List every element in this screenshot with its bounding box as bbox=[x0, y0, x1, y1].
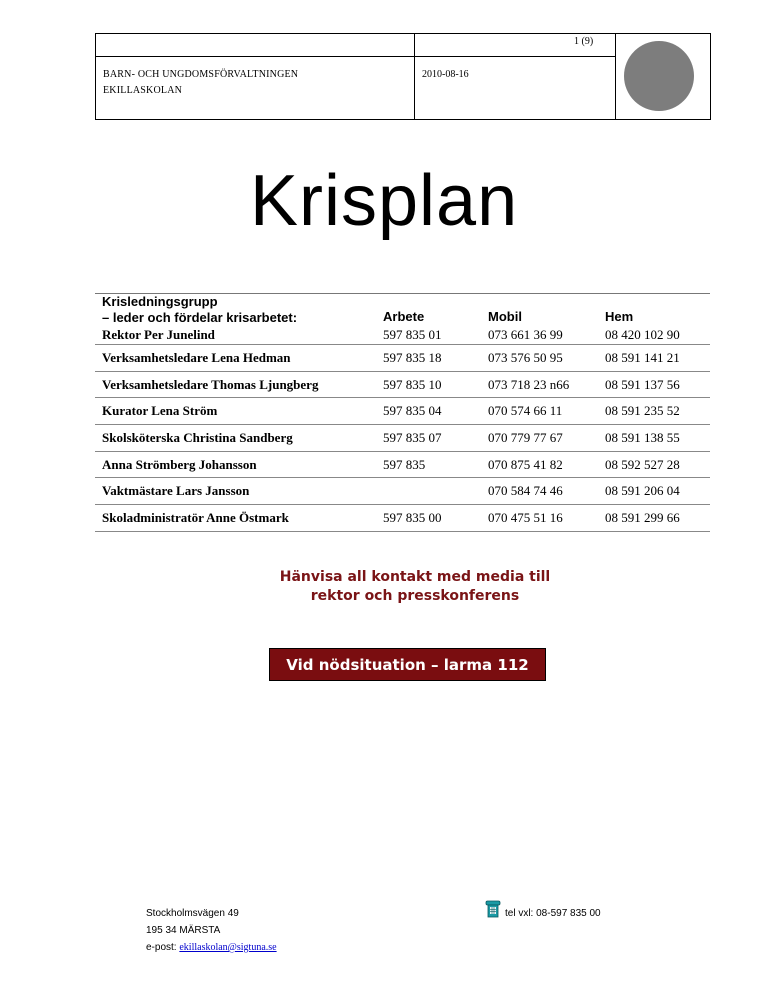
home-phone: 08 591 299 66 bbox=[605, 510, 680, 526]
page-number: 1 (9) bbox=[574, 36, 594, 47]
group-title: Krisledningsgrupp bbox=[102, 294, 218, 309]
home-phone: 08 591 138 55 bbox=[605, 430, 680, 446]
contact-name: Rektor Per Junelind bbox=[102, 327, 215, 342]
header-divider bbox=[615, 34, 616, 119]
email-line bbox=[146, 942, 277, 953]
mobile-phone: 070 475 51 16 bbox=[488, 510, 563, 526]
contact-name: Kurator Lena Ström bbox=[102, 403, 218, 419]
table-row bbox=[95, 326, 710, 344]
logo bbox=[624, 41, 694, 111]
mobile-phone: 073 661 36 99 bbox=[488, 327, 563, 342]
home-phone: 08 592 527 28 bbox=[605, 456, 680, 472]
table-row bbox=[95, 478, 710, 505]
mobile-phone: 073 718 23 n66 bbox=[488, 376, 570, 392]
document-date: 2010-08-16 bbox=[422, 69, 469, 80]
home-phone: 08 591 137 56 bbox=[605, 376, 680, 392]
table-row bbox=[95, 505, 710, 532]
column-header-work: Arbete bbox=[383, 309, 425, 324]
table-row bbox=[95, 372, 710, 399]
work-phone: 597 835 04 bbox=[383, 403, 442, 419]
mobile-phone: 073 576 50 95 bbox=[488, 350, 563, 365]
work-phone: 597 835 10 bbox=[383, 376, 442, 392]
mobile-phone: 070 584 74 46 bbox=[488, 483, 563, 499]
home-phone: 08 420 102 90 bbox=[605, 327, 680, 342]
telephone-icon bbox=[485, 900, 501, 918]
table-row bbox=[95, 425, 710, 452]
contact-name: Vaktmästare Lars Jansson bbox=[102, 483, 250, 499]
contact-name: Verksamhetsledare Thomas Ljungberg bbox=[102, 376, 319, 392]
document-header bbox=[95, 33, 711, 120]
organization-name: BARN- OCH UNGDOMSFÖRVALTNINGEN bbox=[103, 69, 299, 80]
header-divider bbox=[96, 56, 615, 57]
table-row bbox=[95, 398, 710, 425]
contact-name: Anna Strömberg Johansson bbox=[102, 456, 257, 472]
work-phone: 597 835 bbox=[383, 456, 426, 472]
school-name: EKILLASKOLAN bbox=[103, 85, 183, 96]
email-label: e-post: bbox=[146, 942, 180, 953]
work-phone: 597 835 07 bbox=[383, 430, 442, 446]
work-phone: 597 835 18 bbox=[383, 350, 442, 365]
mobile-phone: 070 574 66 11 bbox=[488, 403, 563, 419]
emergency-banner: Vid nödsituation – larma 112 bbox=[269, 648, 546, 681]
contact-name: Skoladministratör Anne Östmark bbox=[102, 510, 289, 526]
contact-table bbox=[95, 293, 710, 532]
home-phone: 08 591 206 04 bbox=[605, 483, 680, 499]
email-link[interactable]: ekillaskolan@sigtuna.se bbox=[179, 942, 277, 953]
column-header-home: Hem bbox=[605, 309, 634, 324]
notice-line: Hänvisa all kontakt med media till bbox=[279, 569, 551, 585]
page-title: Krisplan bbox=[250, 161, 519, 241]
notice-line: rektor och presskonferens bbox=[310, 588, 520, 604]
mobile-phone: 070 779 77 67 bbox=[488, 430, 563, 446]
header-divider bbox=[414, 34, 415, 119]
home-phone: 08 591 235 52 bbox=[605, 403, 680, 419]
column-header-mobile: Mobil bbox=[488, 309, 522, 324]
media-notice bbox=[235, 568, 595, 606]
group-subtitle: – leder och fördelar krisarbetet: bbox=[102, 310, 298, 325]
work-phone: 597 835 01 bbox=[383, 327, 442, 342]
home-phone: 08 591 141 21 bbox=[605, 350, 680, 365]
table-row bbox=[95, 452, 710, 479]
address-postal: 195 34 MÄRSTA bbox=[146, 925, 221, 936]
table-header bbox=[95, 294, 710, 345]
mobile-phone: 070 875 41 82 bbox=[488, 456, 563, 472]
work-phone: 597 835 00 bbox=[383, 510, 442, 526]
phone-number: tel vxl: 08-597 835 00 bbox=[505, 908, 601, 919]
contact-name: Skolsköterska Christina Sandberg bbox=[102, 430, 293, 446]
address-street: Stockholmsvägen 49 bbox=[146, 908, 239, 919]
contact-name: Verksamhetsledare Lena Hedman bbox=[102, 350, 291, 365]
table-row bbox=[95, 345, 710, 372]
